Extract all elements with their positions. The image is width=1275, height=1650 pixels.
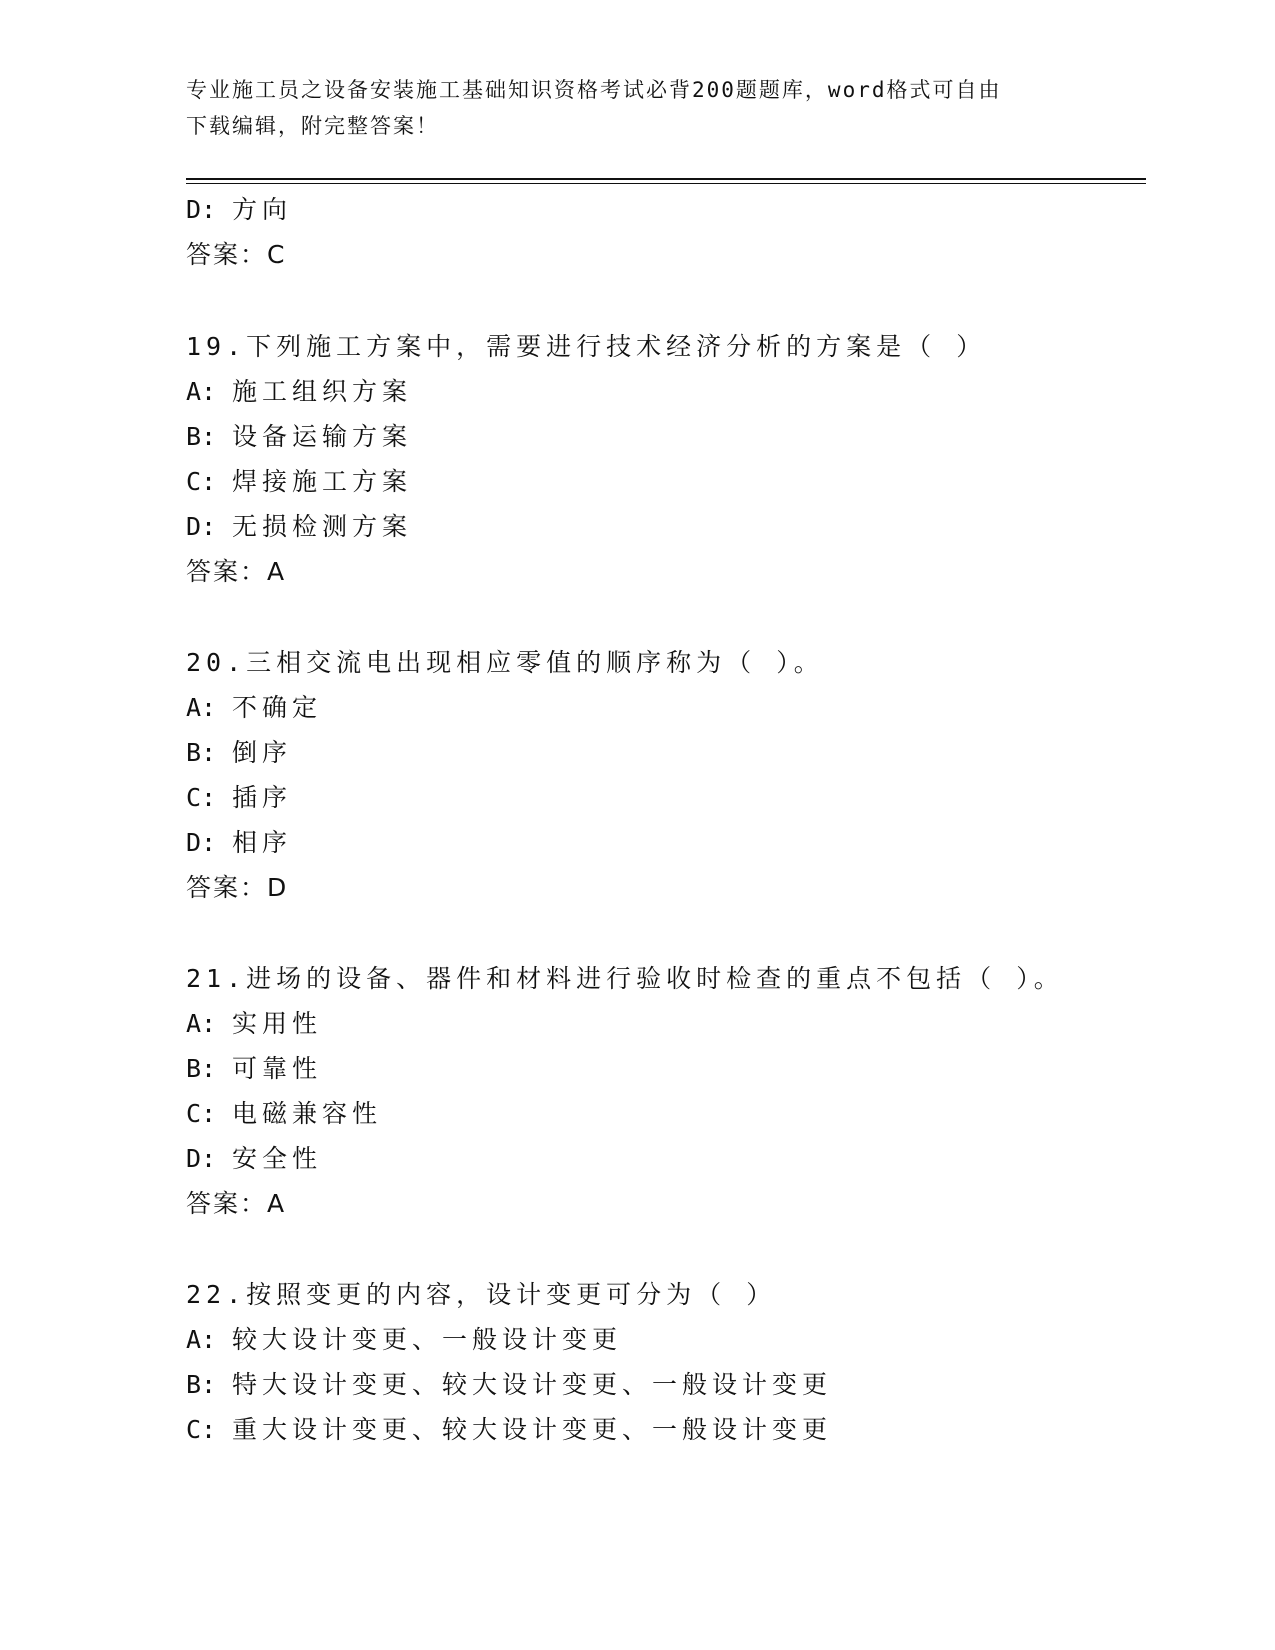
option-c bbox=[186, 467, 412, 497]
option-text: 较大设计变更、一般设计变更 bbox=[232, 1325, 623, 1354]
option-label: D: bbox=[186, 512, 217, 541]
header-divider bbox=[186, 178, 1146, 184]
option-text: 电磁兼容性 bbox=[232, 1099, 383, 1128]
document-header bbox=[186, 72, 1076, 144]
option-label: B: bbox=[186, 1054, 217, 1083]
option-text: 实用性 bbox=[232, 1009, 323, 1038]
option-text: 方向 bbox=[232, 195, 293, 224]
question-stem: 19.下列施工方案中，需要进行技术经济分析的方案是（ ） bbox=[186, 332, 987, 361]
option-label: C: bbox=[186, 1099, 217, 1128]
option-b bbox=[186, 1054, 322, 1084]
option-text: 安全性 bbox=[232, 1144, 323, 1173]
option-a bbox=[186, 1009, 322, 1039]
option-b bbox=[186, 738, 292, 768]
answer: 答案：A bbox=[186, 557, 287, 586]
header-line-1: 专业施工员之设备安装施工基础知识资格考试必背200题题库，word格式可自由 bbox=[186, 78, 1002, 102]
question-stem: 22.按照变更的内容，设计变更可分为（ ） bbox=[186, 1280, 777, 1309]
option-label: B: bbox=[186, 422, 217, 451]
option-label: D: bbox=[186, 828, 217, 857]
option-a bbox=[186, 693, 322, 723]
answer: 答案：C bbox=[186, 240, 287, 269]
option-label: A: bbox=[186, 1325, 217, 1354]
option-text: 重大设计变更、较大设计变更、一般设计变更 bbox=[232, 1415, 833, 1444]
option-label: A: bbox=[186, 693, 217, 722]
option-text: 施工组织方案 bbox=[232, 377, 413, 406]
option-text: 可靠性 bbox=[232, 1054, 323, 1083]
option-c bbox=[186, 1099, 382, 1129]
option-c bbox=[186, 1415, 832, 1445]
option-label: C: bbox=[186, 783, 217, 812]
option-label: A: bbox=[186, 377, 217, 406]
option-text: 无损检测方案 bbox=[232, 512, 413, 541]
option-d bbox=[186, 828, 292, 858]
option-text: 特大设计变更、较大设计变更、一般设计变更 bbox=[232, 1370, 833, 1399]
header-line-2: 下载编辑，附完整答案！ bbox=[186, 114, 439, 138]
answer: 答案：D bbox=[186, 873, 289, 902]
question-stem: 21.进场的设备、器件和材料进行验收时检查的重点不包括（ ）。 bbox=[186, 964, 1064, 993]
option-b bbox=[186, 1370, 832, 1400]
option-a bbox=[186, 377, 412, 407]
option-label: C: bbox=[186, 467, 217, 496]
option-label: A: bbox=[186, 1009, 217, 1038]
option-label: C: bbox=[186, 1415, 217, 1444]
option-d bbox=[186, 1144, 322, 1174]
question-stem: 20.三相交流电出现相应零值的顺序称为（ ）。 bbox=[186, 648, 824, 677]
option-b bbox=[186, 422, 412, 452]
option-text: 相序 bbox=[232, 828, 293, 857]
option-text: 不确定 bbox=[232, 693, 323, 722]
option-text: 插序 bbox=[232, 783, 293, 812]
option-d bbox=[186, 195, 292, 225]
option-label: D: bbox=[186, 195, 217, 224]
option-label: B: bbox=[186, 738, 217, 767]
option-label: B: bbox=[186, 1370, 217, 1399]
option-d bbox=[186, 512, 412, 542]
answer: 答案：A bbox=[186, 1189, 287, 1218]
option-label: D: bbox=[186, 1144, 217, 1173]
option-text: 倒序 bbox=[232, 738, 293, 767]
option-a bbox=[186, 1325, 622, 1355]
option-text: 设备运输方案 bbox=[232, 422, 413, 451]
option-c bbox=[186, 783, 292, 813]
option-text: 焊接施工方案 bbox=[232, 467, 413, 496]
